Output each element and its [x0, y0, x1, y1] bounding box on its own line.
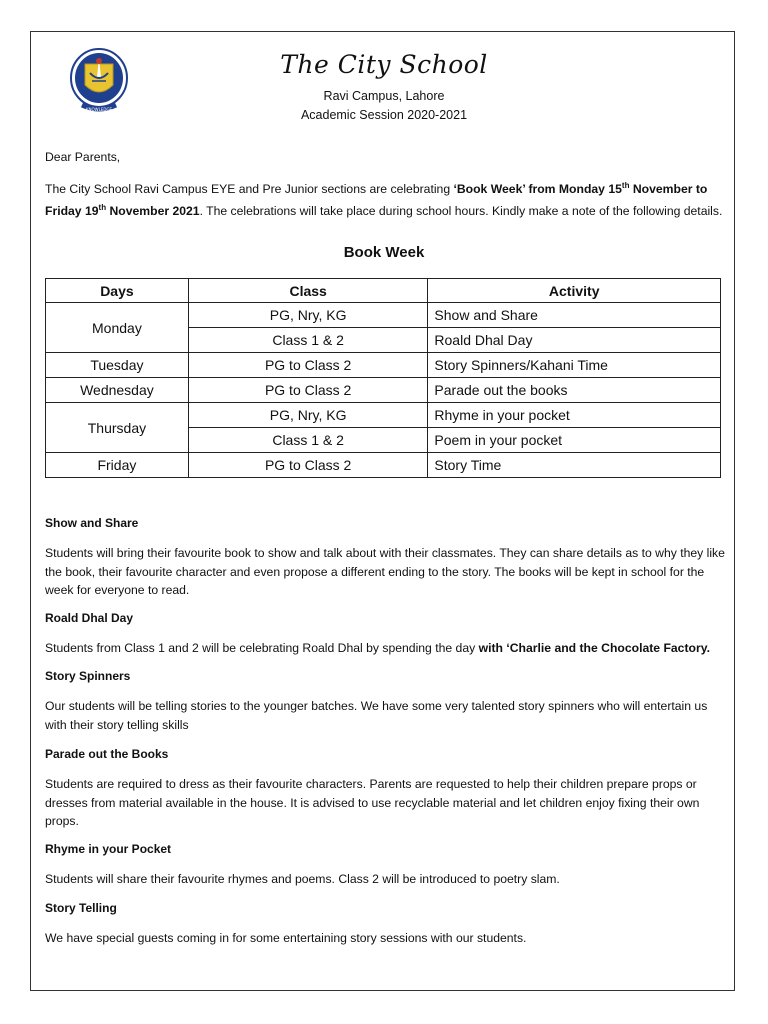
campus-name: Ravi Campus, Lahore [323, 89, 445, 103]
header-class: Class [188, 279, 428, 303]
text-roald-dhal [45, 639, 725, 658]
heading-rhyme: Rhyme in your Pocket [45, 842, 172, 856]
roald-dhal-bold: with ‘Charlie and the Chocolate Factory. [478, 641, 710, 655]
text-story-telling: We have special guests coming in for some entertaining story sessions with our students. [45, 931, 527, 945]
heading-parade: Parade out the Books [45, 747, 169, 761]
activity-cell: Parade out the books [428, 378, 721, 403]
roald-dhal-text: Students from Class 1 and 2 will be celebrating Roald Dhal by spending the day [45, 641, 479, 655]
academic-session: Academic Session 2020-2021 [300, 108, 468, 122]
table-row [46, 403, 721, 428]
salutation: Dear Parents, [45, 150, 121, 164]
intro-text-4: . The celebrations will take place during school hours. Kindly make a note of the following details. [199, 203, 723, 218]
intro-text-1: The City School Ravi Campus EYE and Pre Junior sections are celebrating [45, 182, 454, 197]
activity-cell: Rhyme in your pocket [428, 403, 721, 428]
table-row [46, 378, 721, 403]
heading-story-telling: Story Telling [45, 901, 117, 915]
class-cell: PG, Nry, KG [188, 403, 428, 428]
day-cell: Friday [46, 453, 189, 478]
table-header-row [46, 279, 721, 303]
class-cell: Class 1 & 2 [188, 328, 428, 353]
day-cell: Thursday [46, 403, 189, 453]
activity-cell: Show and Share [428, 303, 721, 328]
heading-roald-dhal: Roald Dhal Day [45, 611, 134, 625]
class-cell: PG to Class 2 [188, 378, 428, 403]
text-parade: Students are required to dress as their favourite characters. Parents are requested to help their children prepare props or dresses from material available in the house. It is advised to use recyclable material and let children enjoy fixing their own props. [45, 777, 700, 828]
heading-story-spinners: Story Spinners [45, 669, 131, 683]
table-row [46, 453, 721, 478]
header-days: Days [46, 279, 189, 303]
class-cell: PG to Class 2 [188, 453, 428, 478]
day-cell: Tuesday [46, 353, 189, 378]
table-row [46, 303, 721, 328]
activity-cell: Roald Dhal Day [428, 328, 721, 353]
table-row [46, 353, 721, 378]
intro-text-3: November 2021 [106, 203, 200, 218]
heading-show-share: Show and Share [45, 516, 139, 530]
text-rhyme: Students will share their favourite rhymes and poems. Class 2 will be introduced to poetry slam. [45, 872, 560, 886]
header-activity: Activity [428, 279, 721, 303]
intro-sup-1: th [621, 181, 630, 190]
book-week-table [45, 278, 721, 478]
school-name: The City School [280, 50, 488, 79]
activity-cell: Story Time [428, 453, 721, 478]
schedule-title: Book Week [343, 244, 425, 261]
logo-motto: KNOWLEDGE [85, 107, 113, 112]
activity-cell: Story Spinners/Kahani Time [428, 353, 721, 378]
day-cell: Wednesday [46, 378, 189, 403]
intro-paragraph [45, 177, 725, 220]
intro-text-2: November to Friday 19 [45, 182, 708, 218]
intro-sup-2: th [98, 202, 107, 212]
class-cell: Class 1 & 2 [188, 428, 428, 453]
class-cell: PG, Nry, KG [188, 303, 428, 328]
class-cell: PG to Class 2 [188, 353, 428, 378]
activity-cell: Poem in your pocket [428, 428, 721, 453]
text-story-spinners: Our students will be telling stories to the younger batches. We have some very talented story spinners who will entertain us with their story telling skills [45, 699, 708, 732]
text-show-share: Students will bring their favourite book to show and talk about with their classmates. They can share details as to why they like the book, their favourite character and even propose a different ending to the story. The books will be kept in school for the week for everyone to read. [45, 546, 725, 597]
day-cell: Monday [46, 303, 189, 353]
intro-event: ‘Book Week’ from Monday 15 [453, 182, 622, 197]
